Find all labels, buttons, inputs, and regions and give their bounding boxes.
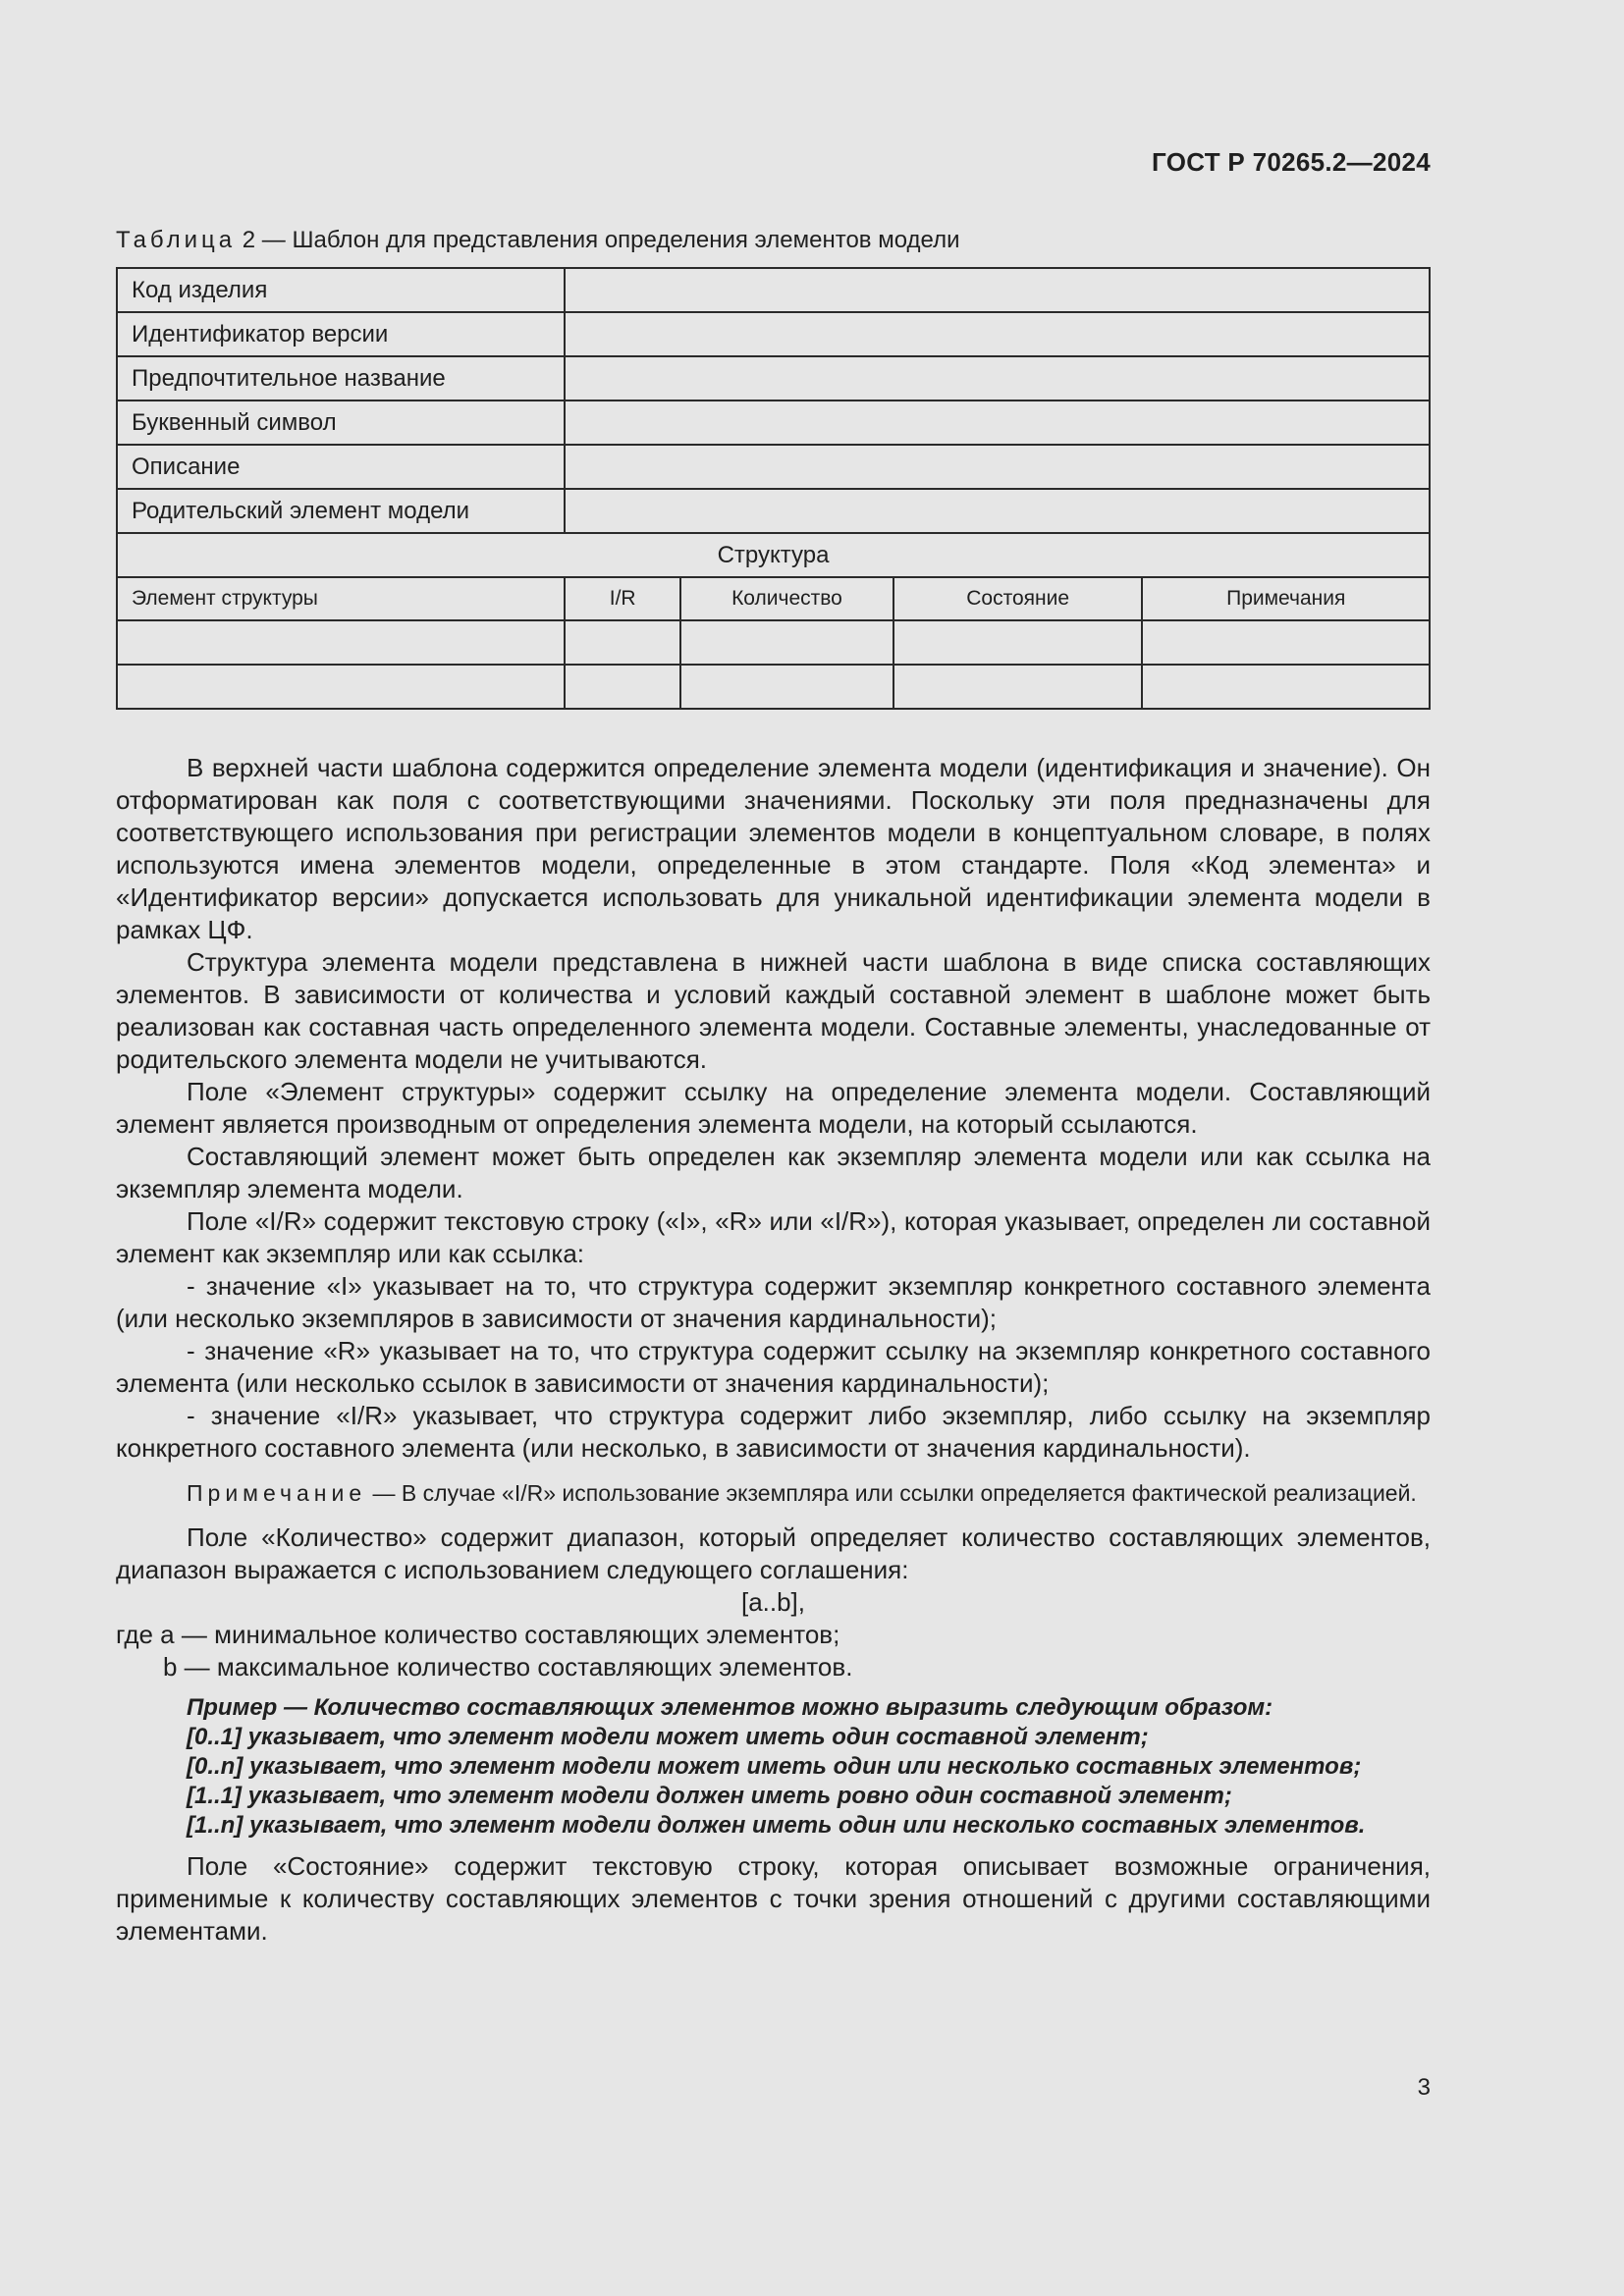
row-label: Идентификатор версии bbox=[117, 312, 565, 356]
row-value bbox=[565, 445, 1430, 489]
paragraph: Структура элемента модели представлена в нижней части шаблона в виде списка составляющих элементов. В зависимости от количества и условий каждый составной элемент в шаблоне может быть реализован как составная часть определенного элемента модели. Составные элементы, унаследованные от родительского элемента модели не учитываются. bbox=[116, 947, 1431, 1074]
table-row bbox=[117, 356, 1430, 400]
table-row bbox=[117, 489, 1430, 533]
list-item: - значение «I» указывает на то, что структура содержит экземпляр конкретного составного элемента (или несколько экземпляров в зависимости от значения кардинальности); bbox=[116, 1271, 1431, 1333]
example-line: [0..n] указывает, что элемент модели может иметь один или несколько составных элементов; bbox=[187, 1753, 1362, 1780]
column-header: Примечания bbox=[1142, 577, 1430, 620]
structure-header-row bbox=[117, 533, 1430, 577]
table-caption bbox=[116, 227, 960, 254]
row-label: Буквенный символ bbox=[117, 400, 565, 445]
column-header-row bbox=[117, 577, 1430, 620]
example-line: [1..1] указывает, что элемент модели должен иметь ровно один составной элемент; bbox=[187, 1783, 1232, 1809]
row-value bbox=[565, 312, 1430, 356]
row-value bbox=[565, 356, 1430, 400]
where-a: где a — минимальное количество составляющих элементов; bbox=[116, 1620, 840, 1649]
row-label: Описание bbox=[117, 445, 565, 489]
empty-row bbox=[117, 665, 1430, 709]
row-label: Родительский элемент модели bbox=[117, 489, 565, 533]
column-header: Элемент структуры bbox=[117, 577, 565, 620]
table-row bbox=[117, 268, 1430, 312]
column-header: Состояние bbox=[893, 577, 1143, 620]
paragraph: Поле «Элемент структуры» содержит ссылку на определение элемента модели. Составляющий элемент является производным от определения элемента модели, на который ссылаются. bbox=[116, 1077, 1431, 1139]
table-row bbox=[117, 445, 1430, 489]
row-value bbox=[565, 268, 1430, 312]
caption-label: Таблица bbox=[116, 227, 237, 253]
note-label: Примечание bbox=[187, 1480, 367, 1506]
caption-number: 2 bbox=[242, 227, 256, 253]
note-text: — В случае «I/R» использование экземпляра или ссылки определяется фактической реализацией. bbox=[366, 1480, 1417, 1506]
formula: [a..b], bbox=[740, 1587, 806, 1617]
row-label: Код изделия bbox=[117, 268, 565, 312]
where-b: b — максимальное количество составляющих элементов. bbox=[163, 1652, 853, 1682]
list-item: - значение «I/R» указывает, что структура содержит либо экземпляр, либо ссылку на экземпляр конкретного составного элемента (или несколько, в зависимости от значения кардинальности). bbox=[116, 1401, 1431, 1463]
row-label: Предпочтительное название bbox=[117, 356, 565, 400]
paragraph: Составляющий элемент может быть определен как экземпляр элемента модели или как ссылка на экземпляр элемента модели. bbox=[116, 1142, 1431, 1203]
example-line: [0..1] указывает, что элемент модели может иметь один составной элемент; bbox=[187, 1724, 1149, 1750]
paragraph: Поле «Количество» содержит диапазон, который определяет количество составляющих элементов, диапазон выражается с использованием следующего соглашения: bbox=[116, 1522, 1431, 1584]
row-value bbox=[565, 400, 1430, 445]
document-code: ГОСТ Р 70265.2—2024 bbox=[1152, 147, 1431, 177]
note bbox=[116, 1478, 1431, 1508]
paragraph: В верхней части шаблона содержится определение элемента модели (идентификация и значение). Он отформатирован как поля с соответствующими значениями. Поскольку эти поля предназначены для соответствующего использования при регистрации элементов модели в концептуальном словаре, в полях используются имена элементов модели, определенные в этом стандарте. Поля «Код элемента» и «Идентификатор версии» допускается использовать для уникальной идентификации элемента модели в рамках ЦФ. bbox=[116, 753, 1431, 944]
model-element-template-table bbox=[116, 267, 1431, 710]
empty-row bbox=[117, 620, 1430, 665]
paragraph: Поле «Состояние» содержит текстовую строку, которая описывает возможные ограничения, применимые к количеству составляющих элементов с точки зрения отношений с другими составляющими элементами. bbox=[116, 1851, 1431, 1946]
paragraph: Поле «I/R» содержит текстовую строку («I», «R» или «I/R»), которая указывает, определен ли составной элемент как экземпляр или как ссылка: bbox=[116, 1206, 1431, 1268]
table-row bbox=[117, 312, 1430, 356]
row-value bbox=[565, 489, 1430, 533]
example-line: Пример — Количество составляющих элементов можно выразить следующим образом: bbox=[187, 1694, 1273, 1721]
structure-title: Структура bbox=[117, 533, 1430, 577]
column-header: Количество bbox=[680, 577, 893, 620]
example-block bbox=[187, 1693, 1431, 1841]
page-number: 3 bbox=[1417, 2074, 1431, 2101]
example-line: [1..n] указывает, что элемент модели должен иметь один или несколько составных элементов. bbox=[187, 1812, 1366, 1839]
caption-title: — Шаблон для представления определения элементов модели bbox=[255, 227, 960, 253]
table-row bbox=[117, 400, 1430, 445]
column-header: I/R bbox=[565, 577, 680, 620]
body-text bbox=[116, 752, 1431, 1948]
list-item: - значение «R» указывает на то, что структура содержит ссылку на экземпляр конкретного составного элемента (или несколько ссылок в зависимости от значения кардинальности); bbox=[116, 1336, 1431, 1398]
